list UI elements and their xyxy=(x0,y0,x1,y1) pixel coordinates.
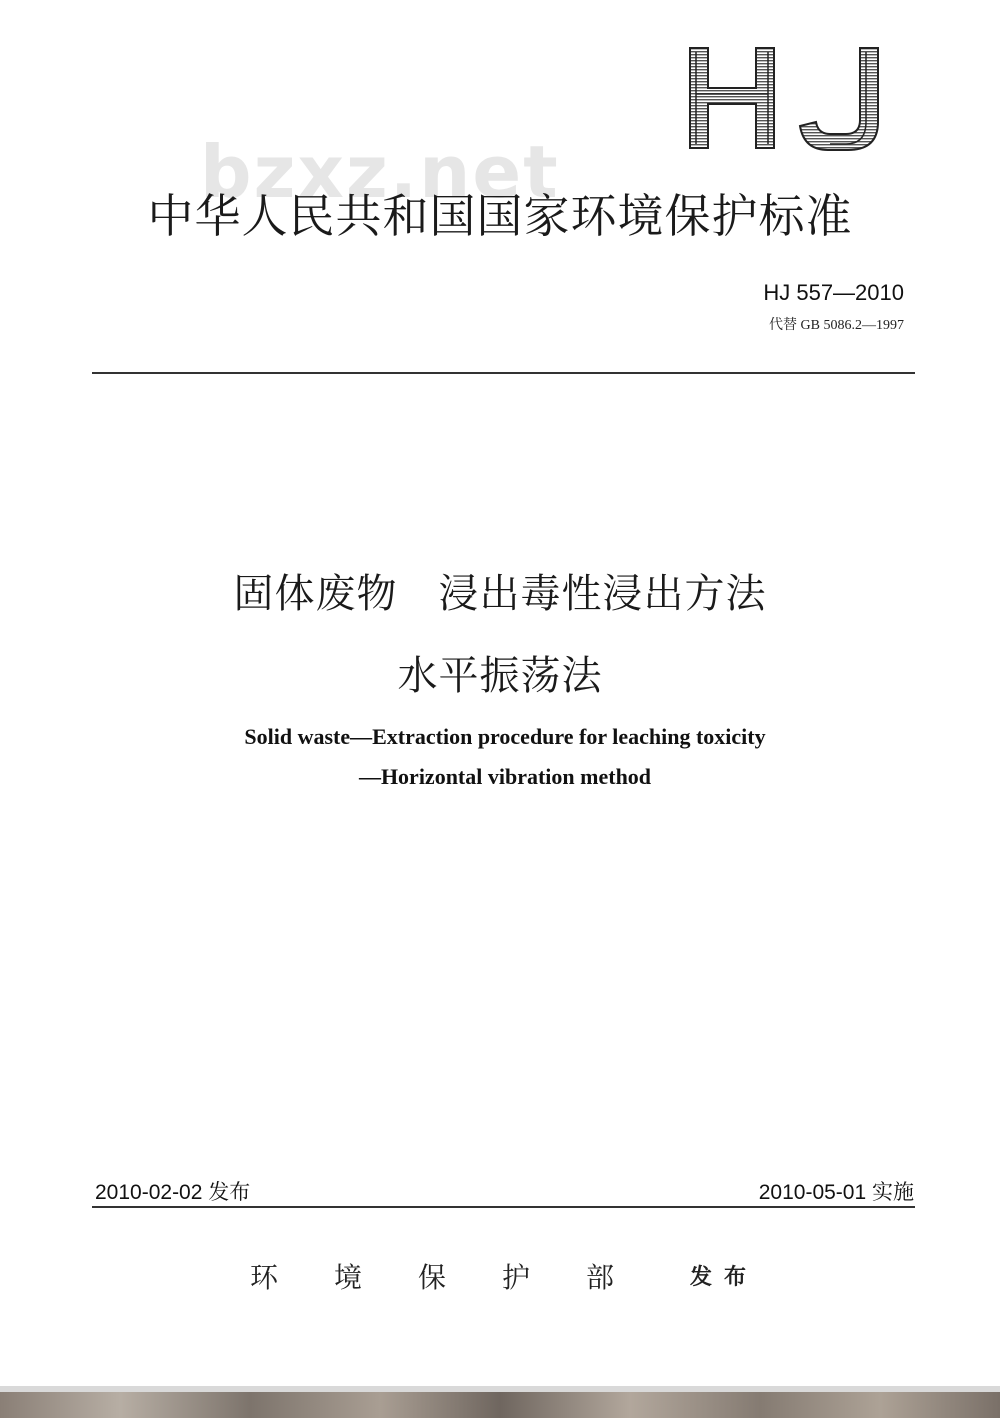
standard-number: HJ 557—2010 xyxy=(763,280,904,305)
issuing-label: 发布 xyxy=(690,1265,759,1290)
english-title-line-2: —Horizontal vibration method xyxy=(358,764,652,789)
bottom-divider xyxy=(92,1206,915,1208)
hj-logo xyxy=(682,42,892,154)
english-title-line-1: Solid waste—Extraction procedure for leaching toxicity xyxy=(244,724,766,749)
issuing-authority: 环境保护部 xyxy=(250,1261,671,1294)
issue-date: 2010-02-02 发布 xyxy=(95,1181,251,1204)
chinese-title-line-1: 固体废物 浸出毒性浸出方法 xyxy=(233,571,767,617)
scan-texture-strip xyxy=(0,1392,1000,1418)
replaces-standard: 代替 GB 5086.2—1997 xyxy=(769,318,904,333)
standard-category-title: 中华人民共和国国家环境保护标准 xyxy=(147,189,853,243)
implementation-date: 2010-05-01 实施 xyxy=(758,1181,914,1204)
chinese-title-line-2: 水平振荡法 xyxy=(397,653,603,699)
top-divider xyxy=(92,372,915,374)
watermark-text: bzxz.net xyxy=(200,130,560,214)
